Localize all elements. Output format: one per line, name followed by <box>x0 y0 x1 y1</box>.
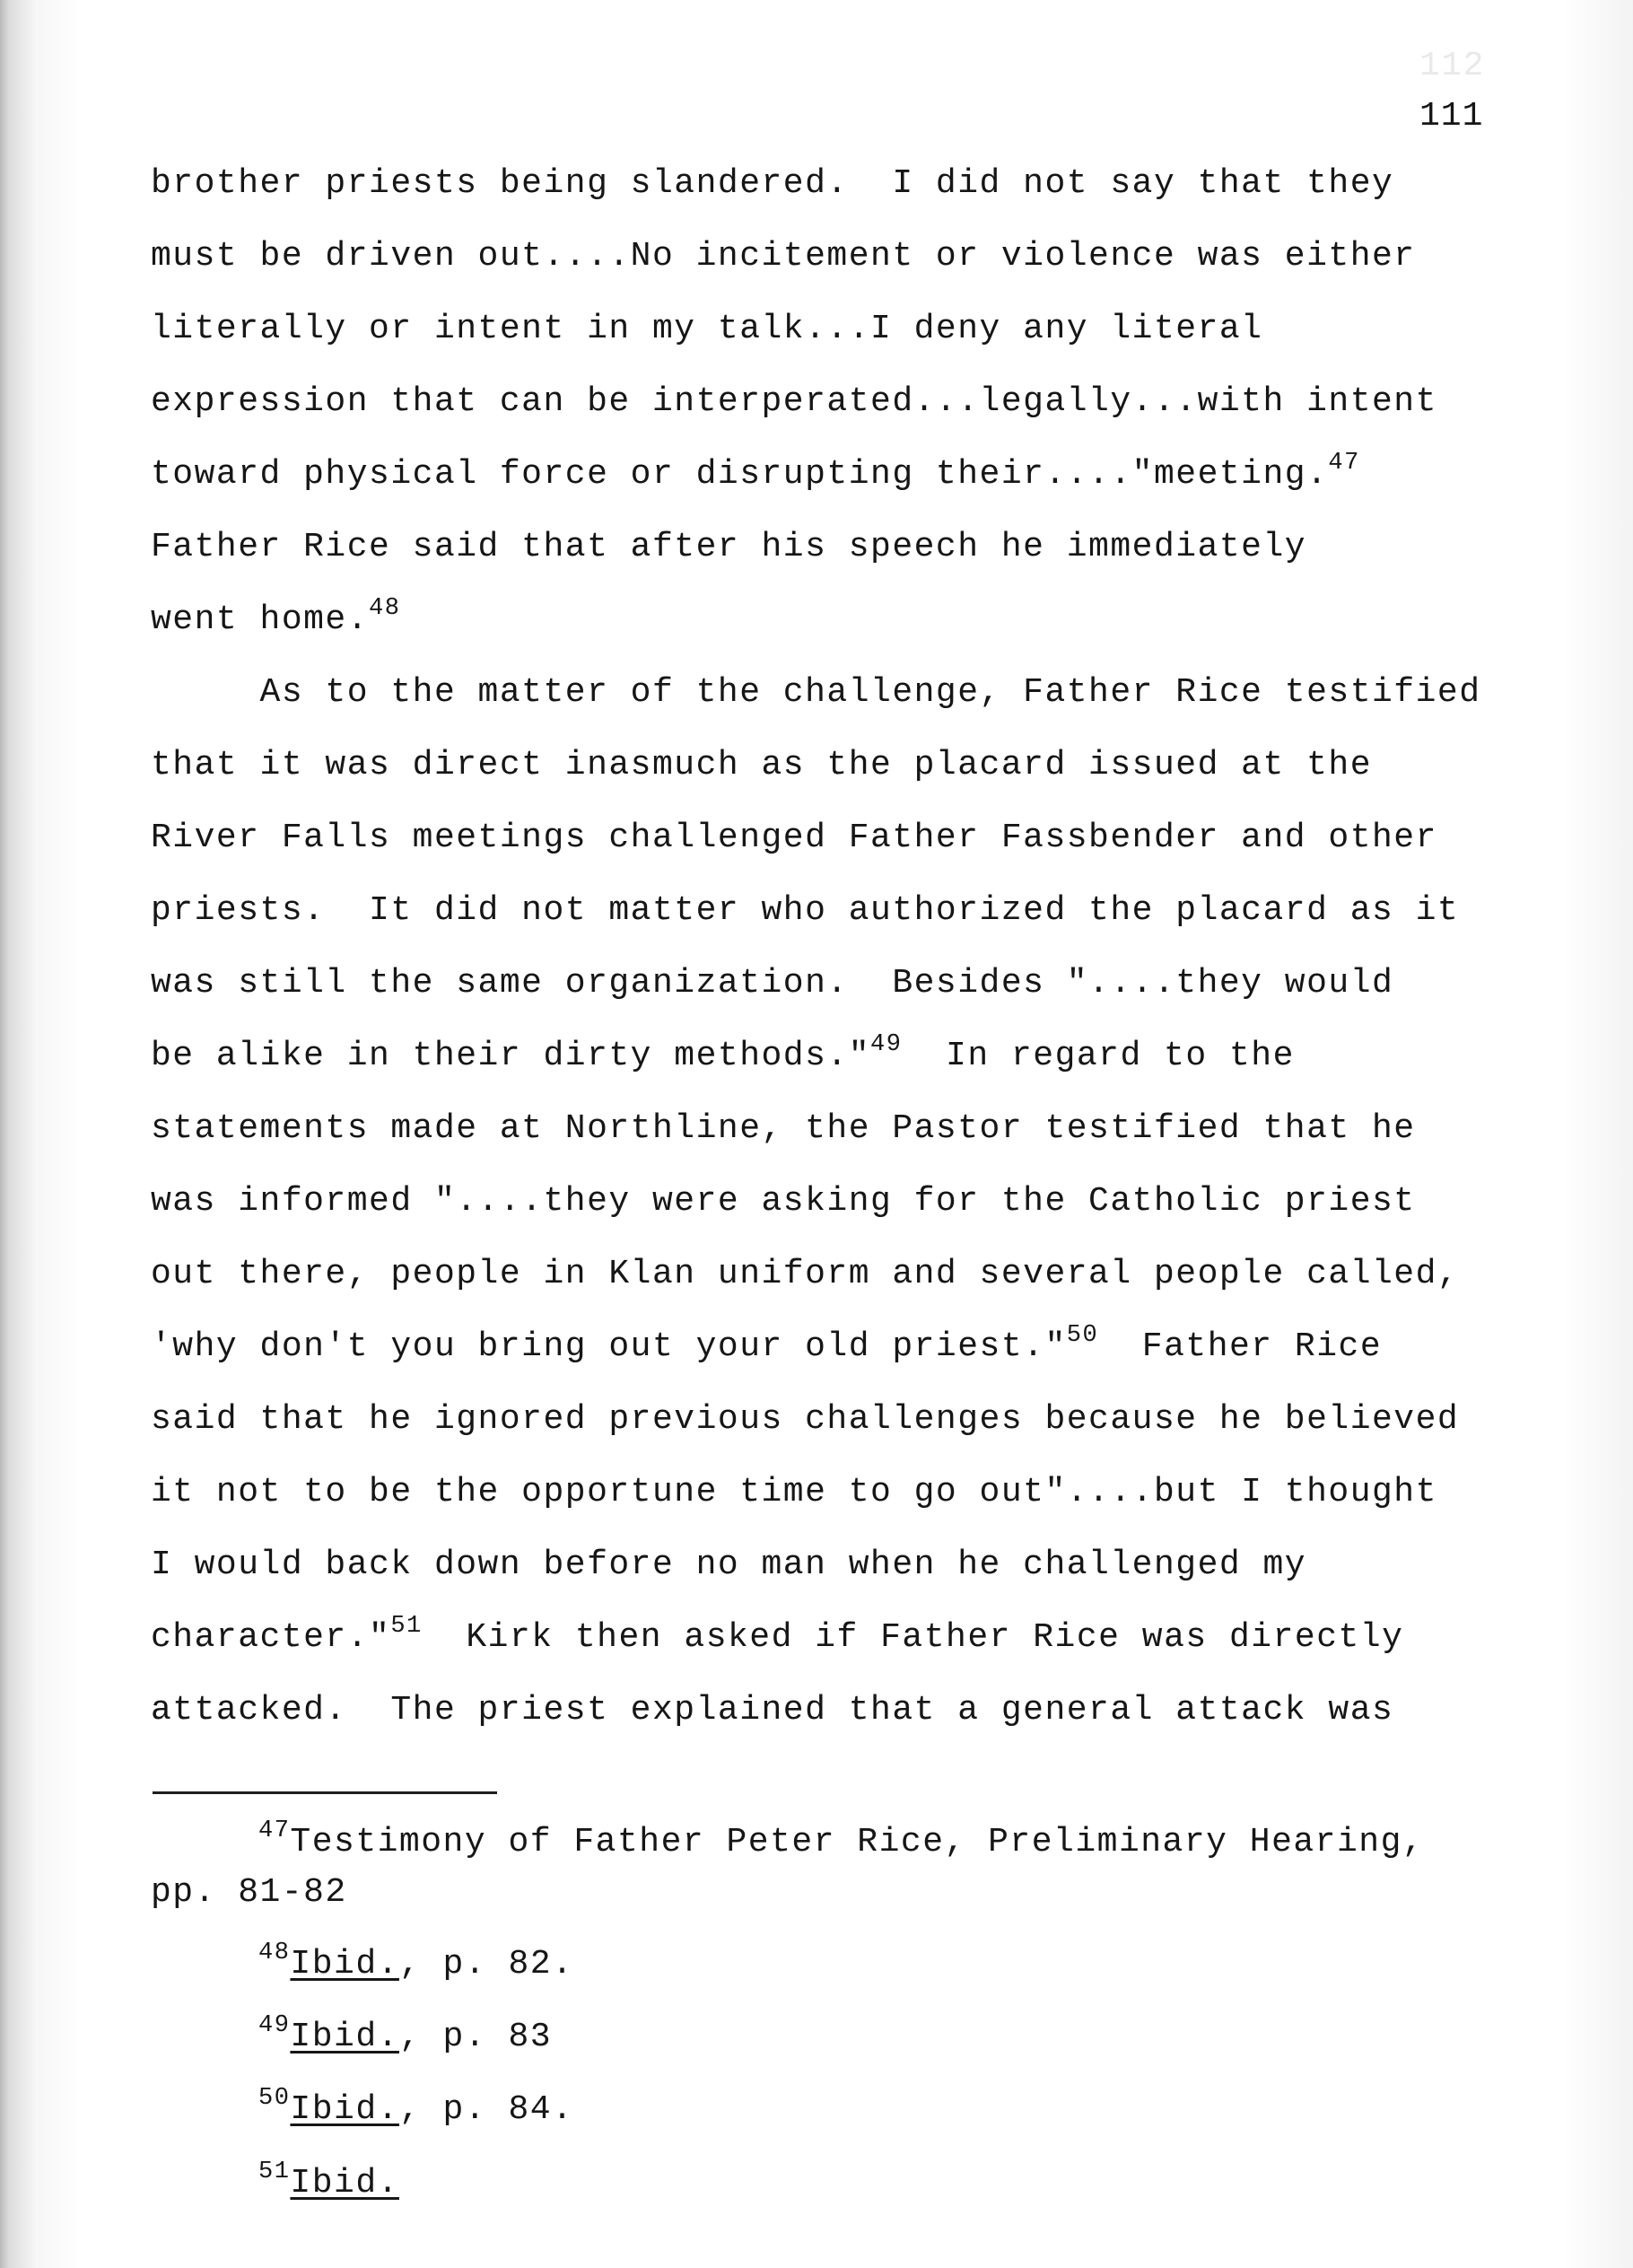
footnote-marker: 51 <box>390 1613 423 1640</box>
text-line: River Falls meetings challenged Father Fassbender and other <box>151 819 1437 857</box>
ibid-reference: Ibid. <box>290 2090 399 2129</box>
text-line: brother priests being slandered. I did not say that they <box>151 164 1394 203</box>
text-line: attacked. The priest explained that a general attack was <box>151 1691 1394 1729</box>
footnote-number: 48 <box>258 1940 291 1966</box>
text-line: said that he ignored previous challenges because he believed <box>151 1400 1460 1439</box>
footnote-48: $^{48}$Ibid., p. 82. <box>258 1940 574 1983</box>
text-line: out there, people in Klan uniform and several people called, <box>151 1255 1460 1293</box>
text-line: statements made at Northline, the Pastor testified that he <box>151 1109 1416 1148</box>
text-line: be alike in their dirty methods."$^{49}$ In regard to the <box>151 1031 1295 1075</box>
text-line: was still the same organization. Besides "....they would <box>151 964 1394 1003</box>
footnote-51 <box>258 2159 399 2204</box>
text-line: was informed "....they were asking for the Catholic priest <box>151 1182 1416 1221</box>
text-line: must be driven out....No incitement or violence was either <box>151 237 1416 276</box>
text-line: literally or intent in my talk...I deny any literal <box>151 310 1263 348</box>
ibid-reference: Ibid. <box>290 1945 399 1983</box>
footnote-49: $^{49}$Ibid., p. 83 <box>258 2012 553 2056</box>
text-line: 'why don't you bring out your old priest."$^{50}$ Father Rice <box>151 1322 1383 1366</box>
text-line: that it was direct inasmuch as the placard issued at the <box>151 746 1373 784</box>
footnote-marker: 49 <box>870 1031 903 1058</box>
footnote-50: $^{50}$Ibid., p. 84. <box>258 2085 574 2129</box>
text-line: As to the matter of the challenge, Father Rice testified <box>151 673 1481 712</box>
footnote-marker: 48 <box>369 595 401 622</box>
text-line: went home.$^{48}$ <box>151 595 401 639</box>
footnote-number: 49 <box>258 2012 291 2039</box>
footnote-47: $^{47}$Testimony of Father Peter Rice, Preliminary Hearing, <box>258 1817 1425 1861</box>
text-line: toward physical force or disrupting their...."meeting.$^{47}$ <box>151 450 1360 494</box>
text-line: I would back down before no man when he challenged my <box>151 1546 1307 1584</box>
text-line: character."$^{51}$ Kirk then asked if Father Rice was directly <box>151 1613 1404 1657</box>
footnote-47-continued: pp. 81-82 <box>151 1873 347 1912</box>
footnote-marker: 50 <box>1066 1322 1099 1349</box>
text-line: Father Rice said that after his speech he immediately <box>151 528 1307 566</box>
bleed-page-number: 112 <box>1419 47 1485 85</box>
footnote-divider <box>153 1791 497 1794</box>
footnote-number: 47 <box>258 1817 291 1844</box>
page-number: 111 <box>1419 97 1484 136</box>
footnote-number: 51 <box>258 2159 291 2185</box>
text-line: priests. It did not matter who authorized the placard as it <box>151 891 1460 930</box>
footnote-marker: 47 <box>1328 450 1360 477</box>
text-line: it not to be the opportune time to go out"....but I thought <box>151 1473 1437 1511</box>
ibid-reference: Ibid. <box>290 2164 399 2202</box>
text-line: expression that can be interperated...legally...with intent <box>151 382 1437 421</box>
footnote-number: 50 <box>258 2085 291 2112</box>
ibid-reference: Ibid. <box>290 2018 399 2056</box>
